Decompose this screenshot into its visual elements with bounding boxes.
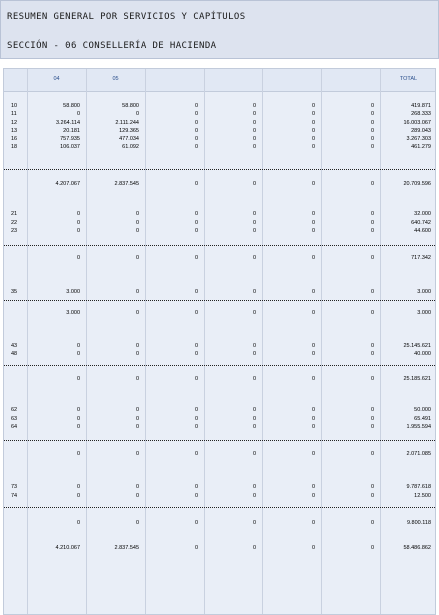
cell-value: 0 [370,120,374,126]
cell-value: 0 [370,351,374,357]
cell-value: 0 [370,136,374,142]
cell-value: 0 [76,351,80,357]
cell-value: 0 [311,351,315,357]
cell-value: 0 [370,111,374,117]
cell-value: 2.837.545 [114,181,139,187]
table-row [4,350,435,358]
cell-value: 0 [194,310,198,316]
cell-value: 0 [76,407,80,413]
row-code: 16 [11,136,18,142]
cell-value: 0 [194,136,198,142]
cell-value: 0 [252,255,256,261]
cell-value: 0 [135,255,139,261]
cell-value: 1.955.594 [406,424,431,430]
cell-value: 0 [252,310,256,316]
row-code: 63 [11,416,18,422]
cell-value: 0 [76,228,80,234]
cell-value: 0 [252,144,256,150]
cell-value: 0 [252,181,256,187]
cell-value: 9.800.118 [406,520,431,526]
cell-value: 0 [370,220,374,226]
cell-value: 16.003.067 [403,120,431,126]
cell-value: 0 [194,144,198,150]
row-code: 12 [11,120,18,126]
cell-value: 0 [194,181,198,187]
cell-value: 0 [76,111,80,117]
cell-value: 0 [311,407,315,413]
cell-value: 0 [76,451,80,457]
cell-value: 0 [252,407,256,413]
cell-value: 0 [135,310,139,316]
cell-value: 0 [135,407,139,413]
cell-value: 0 [135,451,139,457]
cell-value: 0 [311,136,315,142]
subtotal-separator [4,169,435,170]
cell-value: 0 [135,416,139,422]
cell-value: 0 [252,484,256,490]
cell-value: 717.342 [411,255,431,261]
row-code: 13 [11,128,18,134]
cell-value: 0 [194,128,198,134]
cell-value: 0 [135,289,139,295]
column-header: 05 [112,76,119,82]
cell-value: 0 [194,220,198,226]
cell-value: 0 [370,103,374,109]
cell-value: 0 [370,416,374,422]
cell-value: 268.333 [411,111,431,117]
cell-value: 0 [311,520,315,526]
cell-value: 0 [370,493,374,499]
cell-value: 640.742 [411,220,431,226]
cell-value: 9.787.618 [406,484,431,490]
cell-value: 0 [76,520,80,526]
cell-value: 0 [194,111,198,117]
cell-value: 0 [194,407,198,413]
row-code: 22 [11,220,18,226]
table-row [4,423,435,431]
table-row [4,483,435,491]
report-header [0,0,439,59]
subtotal-row [4,375,435,383]
cell-value: 0 [76,416,80,422]
cell-value: 0 [311,228,315,234]
cell-value: 0 [370,128,374,134]
row-code: 18 [11,144,18,150]
cell-value: 0 [311,181,315,187]
cell-value: 0 [252,289,256,295]
cell-value: 0 [311,545,315,551]
cell-value: 0 [135,228,139,234]
cell-value: 0 [76,376,80,382]
cell-value: 419.871 [411,103,431,109]
cell-value: 4.210.067 [55,545,80,551]
table-row [4,135,435,143]
cell-value: 0 [252,211,256,217]
table-row [4,102,435,110]
cell-value: 2.837.545 [114,545,139,551]
cell-value: 0 [252,136,256,142]
cell-value: 3.264.114 [55,120,80,126]
row-code: 43 [11,343,18,349]
cell-value: 0 [370,255,374,261]
cell-value: 65.491 [414,416,431,422]
row-code: 48 [11,351,18,357]
cell-value: 0 [194,416,198,422]
cell-value: 0 [252,493,256,499]
cell-value: 0 [135,493,139,499]
cell-value: 0 [370,484,374,490]
cell-value: 0 [370,289,374,295]
cell-value: 40.000 [414,351,431,357]
cell-value: 0 [370,545,374,551]
cell-value: 0 [252,520,256,526]
subtotal-row [4,309,435,317]
cell-value: 0 [311,255,315,261]
cell-value: 0 [311,343,315,349]
cell-value: 0 [194,520,198,526]
subtotal-row [4,254,435,262]
subtotal-separator [4,365,435,366]
cell-value: 0 [194,211,198,217]
cell-value: 0 [252,103,256,109]
cell-value: 0 [311,416,315,422]
cell-value: 0 [135,343,139,349]
cell-value: 0 [135,211,139,217]
cell-value: 0 [311,310,315,316]
table-row [4,143,435,151]
row-code: 64 [11,424,18,430]
cell-value: 0 [76,424,80,430]
cell-value: 2.111.244 [115,120,139,126]
cell-value: 0 [252,228,256,234]
cell-value: 0 [194,351,198,357]
cell-value: 0 [194,493,198,499]
cell-value: 0 [370,407,374,413]
subtotal-separator [4,245,435,246]
cell-value: 0 [194,343,198,349]
cell-value: 3.000 [66,310,80,316]
cell-value: 0 [252,416,256,422]
table-row [4,406,435,414]
column-header: TOTAL [399,76,418,82]
cell-value: 0 [311,220,315,226]
cell-value: 3.267.303 [406,136,431,142]
row-code: 10 [11,103,18,109]
report-title: RESUMEN GENERAL POR SERVICIOS Y CAPÍTULOS [7,12,246,22]
cell-value: 44.600 [414,228,431,234]
cell-value: 0 [370,451,374,457]
cell-value: 0 [370,424,374,430]
cell-value: 0 [76,255,80,261]
cell-value: 0 [311,144,315,150]
subtotal-row [4,180,435,188]
cell-value: 0 [194,103,198,109]
cell-value: 0 [370,343,374,349]
cell-value: 0 [311,111,315,117]
cell-value: 25.145.621 [403,343,431,349]
cell-value: 0 [76,220,80,226]
cell-value: 0 [76,484,80,490]
cell-value: 0 [311,289,315,295]
row-code: 11 [11,111,17,117]
grand-total-row [4,544,435,552]
cell-value: 106.037 [60,144,80,150]
table-row [4,219,435,227]
cell-value: 12.500 [414,493,431,499]
cell-value: 0 [311,451,315,457]
cell-value: 0 [370,376,374,382]
cell-value: 25.185.621 [403,376,431,382]
cell-value: 0 [135,424,139,430]
row-code: 62 [11,407,18,413]
cell-value: 0 [194,228,198,234]
row-code: 21 [11,211,18,217]
cell-value: 3.000 [417,289,431,295]
cell-value: 0 [252,376,256,382]
subtotal-separator [4,300,435,301]
table-row [4,492,435,500]
table-row [4,119,435,127]
table-row [4,210,435,218]
cell-value: 0 [311,376,315,382]
section-title: SECCIÓN - 06 CONSELLERÍA DE HACIENDA [7,41,217,51]
cell-value: 0 [370,211,374,217]
cell-value: 0 [311,493,315,499]
table-row [4,110,435,118]
row-code: 23 [11,228,18,234]
cell-value: 0 [370,181,374,187]
cell-value: 0 [76,493,80,499]
cell-value: 50.000 [414,407,431,413]
table-row [4,415,435,423]
cell-value: 20.709.596 [403,181,431,187]
cell-value: 477.034 [119,136,139,142]
table-row [4,342,435,350]
cell-value: 0 [311,424,315,430]
cell-value: 0 [194,424,198,430]
cell-value: 0 [311,103,315,109]
cell-value: 32.000 [414,211,431,217]
cell-value: 0 [194,120,198,126]
cell-value: 3.000 [66,289,80,295]
row-code: 35 [11,289,18,295]
cell-value: 0 [311,128,315,134]
cell-value: 4.207.067 [55,181,80,187]
cell-value: 0 [252,351,256,357]
cell-value: 0 [370,520,374,526]
cell-value: 0 [252,424,256,430]
cell-value: 0 [252,343,256,349]
row-code: 73 [11,484,18,490]
cell-value: 0 [252,128,256,134]
cell-value: 61.092 [122,144,139,150]
cell-value: 0 [252,451,256,457]
subtotal-separator [4,507,435,508]
table-row [4,127,435,135]
cell-value: 0 [135,376,139,382]
cell-value: 0 [370,228,374,234]
subtotal-separator [4,440,435,441]
cell-value: 461.279 [411,144,431,150]
cell-value: 0 [311,484,315,490]
row-code: 74 [11,493,18,499]
subtotal-row [4,450,435,458]
cell-value: 2.071.085 [406,451,431,457]
cell-value: 129.365 [119,128,139,134]
cell-value: 58.486.862 [403,545,431,551]
cell-value: 0 [252,220,256,226]
cell-value: 58.800 [122,103,139,109]
cell-value: 0 [194,255,198,261]
cell-value: 20.181 [63,128,80,134]
cell-value: 0 [252,111,256,117]
cell-value: 0 [370,310,374,316]
cell-value: 0 [370,144,374,150]
cell-value: 0 [252,545,256,551]
cell-value: 0 [135,220,139,226]
cell-value: 0 [194,545,198,551]
cell-value: 0 [194,376,198,382]
summary-table [3,68,436,615]
cell-value: 3.000 [417,310,431,316]
cell-value: 0 [194,451,198,457]
cell-value: 0 [76,211,80,217]
cell-value: 0 [194,289,198,295]
cell-value: 0 [311,120,315,126]
cell-value: 0 [135,484,139,490]
cell-value: 0 [311,211,315,217]
cell-value: 0 [252,120,256,126]
cell-value: 0 [135,351,139,357]
cell-value: 58.800 [63,103,80,109]
cell-value: 289.043 [411,128,431,134]
table-row [4,227,435,235]
cell-value: 0 [135,520,139,526]
cell-value: 0 [76,343,80,349]
cell-value: 757.935 [60,136,80,142]
subtotal-row [4,519,435,527]
cell-value: 0 [194,484,198,490]
cell-value: 0 [135,111,139,117]
table-row [4,288,435,296]
column-header: 04 [53,76,60,82]
table-header [4,69,435,92]
